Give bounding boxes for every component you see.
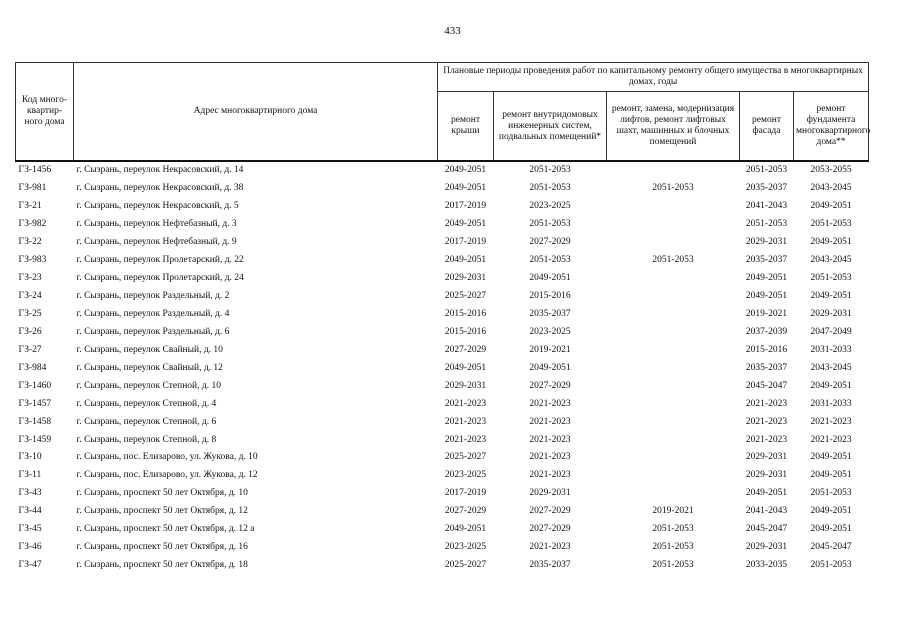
row-elevator-period <box>607 395 740 413</box>
row-address: г. Сызрань, переулок Степной, д. 8 <box>76 434 217 445</box>
row-roof-period: 2021-2023 <box>444 398 487 409</box>
row-code: ГЗ-46 <box>18 542 42 553</box>
row-code: ГЗ-45 <box>18 524 42 535</box>
row-facade-period: 2037-2039 <box>745 326 788 337</box>
row-engineering-period: 2027-2029 <box>529 506 571 517</box>
row-address: г. Сызрань, переулок Раздельный, д. 6 <box>76 326 230 337</box>
row-code: ГЗ-23 <box>18 273 42 284</box>
row-engineering-period: 2027-2029 <box>529 524 571 535</box>
row-code: ГЗ-984 <box>18 362 47 373</box>
row-roof-period: 2015-2016 <box>444 326 487 337</box>
table-row <box>16 359 869 377</box>
row-engineering-period: 2049-2051 <box>529 273 571 284</box>
row-roof-period: 2027-2029 <box>444 344 487 355</box>
row-elevator-period <box>607 198 740 216</box>
table-row <box>16 288 869 306</box>
row-code: ГЗ-1456 <box>18 165 52 176</box>
row-code: ГЗ-22 <box>18 237 42 248</box>
row-roof-period: 2023-2025 <box>444 542 487 553</box>
table-row <box>16 180 869 198</box>
row-address: г. Сызрань, переулок Пролетарский, д. 22 <box>76 255 244 266</box>
row-code: ГЗ-25 <box>18 308 42 319</box>
row-elevator-period <box>607 234 740 252</box>
row-address: г. Сызрань, переулок Некрасовский, д. 38 <box>76 183 244 194</box>
row-code: ГЗ-27 <box>18 344 42 355</box>
row-roof-period: 2017-2019 <box>444 237 487 248</box>
row-foundation-period: 2049-2051 <box>810 201 852 212</box>
row-code: ГЗ-1457 <box>18 398 52 409</box>
table-row <box>16 413 869 431</box>
row-code: ГЗ-24 <box>18 291 42 302</box>
row-facade-period: 2051-2053 <box>745 219 788 230</box>
row-facade-period: 2029-2031 <box>745 237 788 248</box>
row-address: г. Сызрань, переулок Раздельный, д. 2 <box>76 291 230 302</box>
row-foundation-period: 2029-2031 <box>810 308 852 319</box>
row-elevator-period: 2051-2053 <box>652 255 694 266</box>
row-roof-period: 2029-2031 <box>444 380 487 391</box>
row-address: г. Сызрань, переулок Некрасовский, д. 14 <box>76 165 244 176</box>
row-foundation-period: 2049-2051 <box>810 524 852 535</box>
row-code: ГЗ-11 <box>18 470 42 481</box>
row-elevator-period <box>607 288 740 306</box>
row-elevator-period <box>607 413 740 431</box>
row-facade-period: 2035-2037 <box>745 362 788 373</box>
row-engineering-period: 2019-2021 <box>529 344 571 355</box>
table-header <box>16 63 869 162</box>
row-elevator-period: 2051-2053 <box>652 560 694 571</box>
row-engineering-period: 2021-2023 <box>529 398 571 409</box>
row-engineering-period: 2051-2053 <box>529 219 571 230</box>
row-roof-period: 2049-2051 <box>444 255 487 266</box>
row-address: г. Сызрань, переулок Свайный, д. 10 <box>76 344 223 355</box>
row-foundation-period: 2053-2055 <box>810 165 852 176</box>
row-roof-period: 2021-2023 <box>444 416 487 427</box>
row-facade-period: 2041-2043 <box>745 201 788 212</box>
row-address: г. Сызрань, проспект 50 лет Октября, д. 12 а <box>76 524 255 535</box>
table-row <box>16 521 869 539</box>
row-address: г. Сызрань, переулок Степной, д. 6 <box>76 416 217 427</box>
row-elevator-period <box>607 485 740 503</box>
row-elevator-period <box>607 467 740 485</box>
row-address: г. Сызрань, проспект 50 лет Октября, д. 18 <box>76 560 248 571</box>
row-foundation-period: 2051-2053 <box>810 560 852 571</box>
row-engineering-period: 2015-2016 <box>529 291 571 302</box>
row-elevator-period: 2051-2053 <box>652 183 694 194</box>
header-elevators: ремонт, замена, модернизация лифтов, ремонт лифтовых шахт, машинных и блочных помещений <box>607 92 740 162</box>
header-engineering: ремонт внутридомовых инженерных систем, подвальных помещений* <box>494 92 607 162</box>
table-row <box>16 161 869 180</box>
row-elevator-period <box>607 377 740 395</box>
row-address: г. Сызрань, переулок Свайный, д. 12 <box>76 362 223 373</box>
row-facade-period: 2029-2031 <box>745 542 788 553</box>
row-address: г. Сызрань, пос. Елизарово, ул. Жукова, д. 12 <box>76 470 258 481</box>
row-engineering-period: 2049-2051 <box>529 362 571 373</box>
row-engineering-period: 2027-2029 <box>529 237 571 248</box>
row-foundation-period: 2049-2051 <box>810 237 852 248</box>
row-engineering-period: 2051-2053 <box>529 183 571 194</box>
header-periods: Плановые периоды проведения работ по капитальному ремонту общего имущества в многоквартирных домах, годы <box>438 63 869 92</box>
table-row <box>16 341 869 359</box>
row-foundation-period: 2049-2051 <box>810 470 852 481</box>
table-row <box>16 431 869 449</box>
row-engineering-period: 2029-2031 <box>529 488 571 499</box>
row-address: г. Сызрань, переулок Некрасовский, д. 5 <box>76 201 239 212</box>
table-row <box>16 270 869 288</box>
row-engineering-period: 2021-2023 <box>529 470 571 481</box>
row-facade-period: 2021-2023 <box>745 434 788 445</box>
row-elevator-period <box>607 161 740 180</box>
row-address: г. Сызрань, переулок Нефтебазный, д. 3 <box>76 219 237 230</box>
table-row <box>16 395 869 413</box>
row-facade-period: 2033-2035 <box>745 560 788 571</box>
row-elevator-period <box>607 449 740 467</box>
row-facade-period: 2021-2023 <box>745 416 788 427</box>
row-foundation-period: 2051-2053 <box>810 273 852 284</box>
row-code: ГЗ-43 <box>18 488 42 499</box>
row-roof-period: 2049-2051 <box>444 183 487 194</box>
row-facade-period: 2029-2031 <box>745 452 788 463</box>
row-address: г. Сызрань, переулок Пролетарский, д. 24 <box>76 273 244 284</box>
row-code: ГЗ-44 <box>18 506 42 517</box>
row-elevator-period: 2051-2053 <box>652 542 694 553</box>
row-foundation-period: 2049-2051 <box>810 291 852 302</box>
header-foundation: ремонт фундамента многоквартирного дома** <box>794 92 869 162</box>
row-roof-period: 2049-2051 <box>444 524 487 535</box>
row-foundation-period: 2051-2053 <box>810 219 852 230</box>
row-address: г. Сызрань, проспект 50 лет Октября, д. 12 <box>76 506 248 517</box>
row-elevator-period: 2051-2053 <box>652 524 694 535</box>
row-facade-period: 2041-2043 <box>745 506 788 517</box>
table-row <box>16 252 869 270</box>
table-row <box>16 198 869 216</box>
row-facade-period: 2045-2047 <box>745 380 788 391</box>
row-roof-period: 2023-2025 <box>444 470 487 481</box>
row-elevator-period <box>607 216 740 234</box>
row-foundation-period: 2043-2045 <box>810 183 852 194</box>
table-row <box>16 503 869 521</box>
row-elevator-period <box>607 270 740 288</box>
row-code: ГЗ-1460 <box>18 380 52 391</box>
row-address: г. Сызрань, переулок Степной, д. 10 <box>76 380 221 391</box>
row-address: г. Сызрань, переулок Степной, д. 4 <box>76 398 217 409</box>
row-elevator-period <box>607 431 740 449</box>
table-body <box>16 161 869 575</box>
row-code: ГЗ-982 <box>18 219 47 230</box>
row-roof-period: 2021-2023 <box>444 434 487 445</box>
row-foundation-period: 2021-2023 <box>810 434 852 445</box>
row-facade-period: 2021-2023 <box>745 398 788 409</box>
row-foundation-period: 2021-2023 <box>810 416 852 427</box>
row-foundation-period: 2045-2047 <box>810 542 852 553</box>
row-code: ГЗ-1458 <box>18 416 52 427</box>
row-foundation-period: 2047-2049 <box>810 326 852 337</box>
row-facade-period: 2049-2051 <box>745 273 788 284</box>
row-engineering-period: 2027-2029 <box>529 380 571 391</box>
row-facade-period: 2019-2021 <box>745 308 788 319</box>
table-row <box>16 323 869 341</box>
row-facade-period: 2045-2047 <box>745 524 788 535</box>
row-roof-period: 2049-2051 <box>444 362 487 373</box>
row-engineering-period: 2035-2037 <box>529 560 571 571</box>
row-code: ГЗ-21 <box>18 201 42 212</box>
row-facade-period: 2035-2037 <box>745 183 788 194</box>
table-row <box>16 539 869 557</box>
row-facade-period: 2015-2016 <box>745 344 788 355</box>
row-roof-period: 2015-2016 <box>444 308 487 319</box>
row-address: г. Сызрань, проспект 50 лет Октября, д. 16 <box>76 542 248 553</box>
row-roof-period: 2029-2031 <box>444 273 487 284</box>
row-engineering-period: 2021-2023 <box>529 542 571 553</box>
row-roof-period: 2017-2019 <box>444 201 487 212</box>
page-number: 433 <box>444 25 461 37</box>
header-address: Адрес многоквартирного дома <box>74 63 438 162</box>
table-row <box>16 467 869 485</box>
row-foundation-period: 2031-2033 <box>810 344 852 355</box>
row-engineering-period: 2051-2053 <box>529 165 571 176</box>
table-row <box>16 449 869 467</box>
row-engineering-period: 2023-2025 <box>529 201 571 212</box>
row-elevator-period <box>607 341 740 359</box>
row-foundation-period: 2031-2033 <box>810 398 852 409</box>
row-address: г. Сызрань, пос. Елизарово, ул. Жукова, д. 10 <box>76 452 258 463</box>
table-row <box>16 485 869 503</box>
row-roof-period: 2025-2027 <box>444 291 487 302</box>
row-foundation-period: 2043-2045 <box>810 255 852 266</box>
row-elevator-period <box>607 359 740 377</box>
row-address: г. Сызрань, проспект 50 лет Октября, д. 10 <box>76 488 248 499</box>
row-address: г. Сызрань, переулок Раздельный, д. 4 <box>76 308 230 319</box>
row-elevator-period <box>607 323 740 341</box>
row-roof-period: 2049-2051 <box>444 219 487 230</box>
row-code: ГЗ-10 <box>18 452 42 463</box>
row-foundation-period: 2049-2051 <box>810 380 852 391</box>
row-engineering-period: 2021-2023 <box>529 434 571 445</box>
table-row <box>16 306 869 324</box>
row-foundation-period: 2051-2053 <box>810 488 852 499</box>
table-row <box>16 216 869 234</box>
header-facade: ремонт фасада <box>740 92 794 162</box>
row-engineering-period: 2035-2037 <box>529 308 571 319</box>
row-engineering-period: 2023-2025 <box>529 326 571 337</box>
table-row <box>16 557 869 575</box>
row-roof-period: 2025-2027 <box>444 452 487 463</box>
row-elevator-period <box>607 306 740 324</box>
row-engineering-period: 2021-2023 <box>529 416 571 427</box>
row-address: г. Сызрань, переулок Нефтебазный, д. 9 <box>76 237 237 248</box>
row-code: ГЗ-1459 <box>18 434 52 445</box>
row-facade-period: 2029-2031 <box>745 470 788 481</box>
row-code: ГЗ-981 <box>18 183 47 194</box>
row-roof-period: 2017-2019 <box>444 488 487 499</box>
row-facade-period: 2035-2037 <box>745 255 788 266</box>
table-row <box>16 377 869 395</box>
header-roof: ремонт крыши <box>438 92 494 162</box>
row-facade-period: 2049-2051 <box>745 488 788 499</box>
row-roof-period: 2025-2027 <box>444 560 487 571</box>
row-foundation-period: 2049-2051 <box>810 452 852 463</box>
row-engineering-period: 2051-2053 <box>529 255 571 266</box>
row-foundation-period: 2049-2051 <box>810 506 852 517</box>
capital-repair-table <box>15 62 869 575</box>
header-code: Код много-квартир-ного дома <box>16 63 74 162</box>
row-code: ГЗ-47 <box>18 560 42 571</box>
row-facade-period: 2051-2053 <box>745 165 788 176</box>
row-code: ГЗ-983 <box>18 255 47 266</box>
table-row <box>16 234 869 252</box>
row-engineering-period: 2021-2023 <box>529 452 571 463</box>
row-code: ГЗ-26 <box>18 326 42 337</box>
row-roof-period: 2049-2051 <box>444 165 487 176</box>
row-facade-period: 2049-2051 <box>745 291 788 302</box>
row-roof-period: 2027-2029 <box>444 506 487 517</box>
row-elevator-period: 2019-2021 <box>652 506 694 517</box>
row-foundation-period: 2043-2045 <box>810 362 852 373</box>
